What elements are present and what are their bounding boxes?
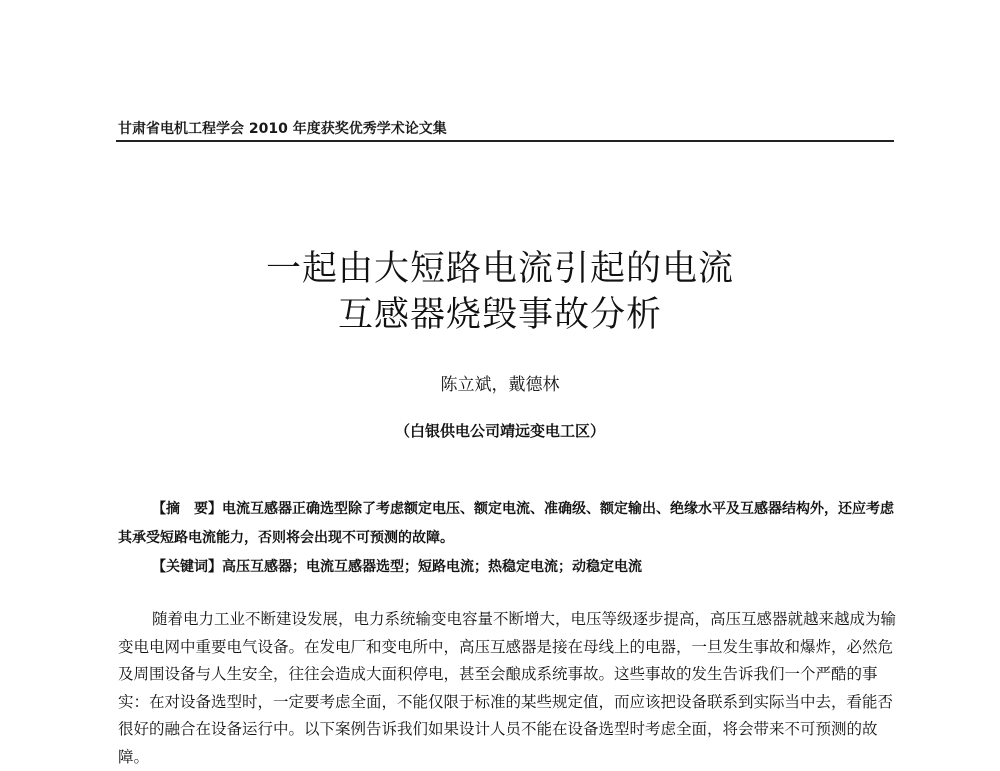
- body-paragraph: 随着电力工业不断建设发展，电力系统输变电容量不断增大，电压等级逐步提高，高压互感器就越来越成为输变电电网中重要电气设备。在发电厂和变电所中，高压互感器是接在母线上的电器，一旦发生事故和爆炸，必然危及周围设备与人生安全，往往会造成大面积停电，甚至会酿成系统事故。这些事故的发生告诉我们一个严酷的事实：在对设备选型时，一定要考虑全面，不能仅限于标准的某些规定值，而应该把设备联系到实际当中去，看能否很好的融合在设备运行中。以下案例告诉我们如果设计人员不能在设备选型时考虑全面，将会带来不可预测的故障。: [118, 610, 897, 766]
- paper-affiliation: （白银供电公司靖远变电工区）: [394, 422, 605, 440]
- paper-authors: 陈立斌，戴德林: [440, 375, 560, 395]
- keywords-paragraph: [118, 553, 898, 582]
- abstract-text: 电流互感器正确选型除了考虑额定电压、额定电流、准确级、额定输出、绝缘水平及互感器结构外，还应考虑其承受短路电流能力，否则将会出现不可预测的故障。: [118, 501, 894, 546]
- header-rule: [116, 140, 894, 142]
- keywords-label: 【关键词】: [152, 559, 222, 575]
- keywords-text: 高压互感器；电流互感器选型；短路电流；热稳定电流；动稳定电流: [222, 559, 642, 575]
- abstract-section: [118, 495, 898, 582]
- paper-title-line-2: 互感器烧毁事故分析: [337, 295, 662, 335]
- paper-title: [0, 246, 1000, 338]
- abstract-label: 【摘 要】: [152, 501, 222, 517]
- running-header: 甘肃省电机工程学会 2010 年度获奖优秀学术论文集: [118, 121, 447, 137]
- paper-title-line-1: 一起由大短路电流引起的电流: [265, 249, 734, 289]
- abstract-paragraph: [118, 495, 898, 553]
